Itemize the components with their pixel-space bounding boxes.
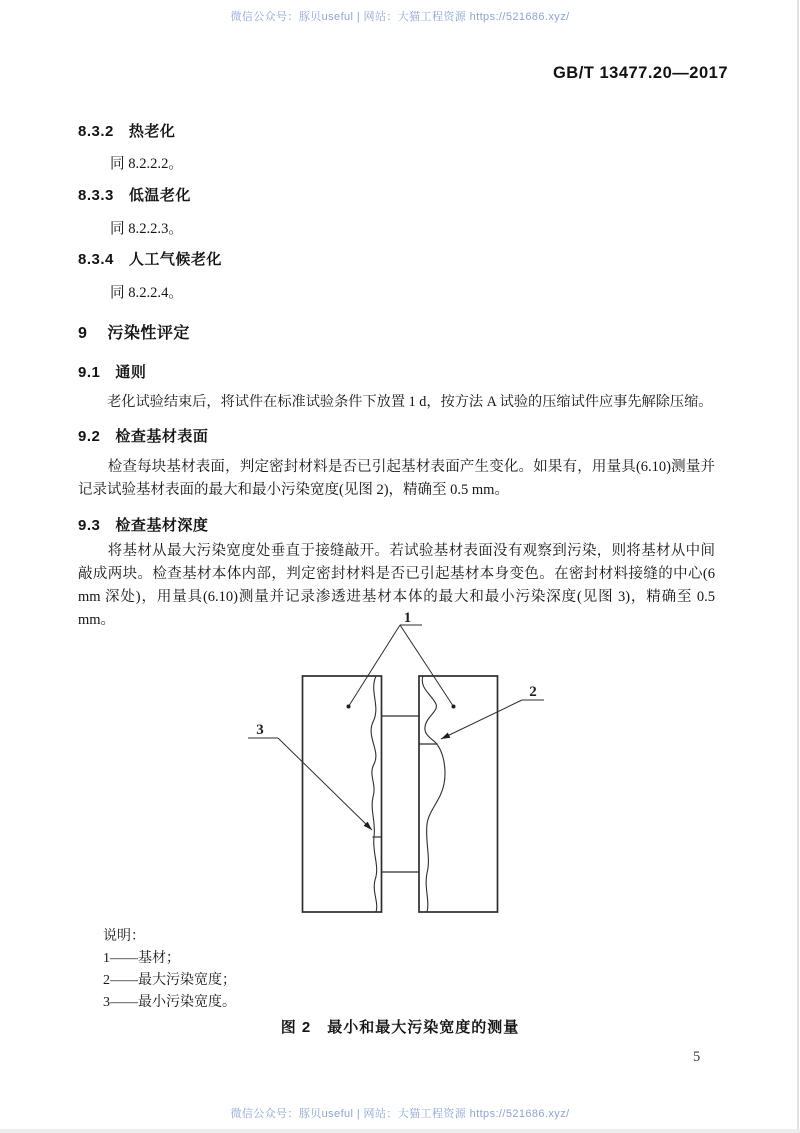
section-title: 检查基材深度 — [115, 517, 209, 534]
section-number: 8.3.2 — [78, 123, 114, 140]
callout-1-dot-right — [452, 705, 456, 709]
figure-2 — [230, 610, 570, 920]
section-number: 9.3 — [78, 517, 101, 534]
legend-item-2: 2——最大污染宽度； — [103, 973, 236, 988]
section-heading-8-3-2 — [78, 120, 175, 141]
section-heading-8-3-4 — [78, 248, 222, 269]
section-title: 通则 — [115, 364, 147, 381]
scan-edge-bottom — [0, 1129, 800, 1133]
callout-1-leader-right — [400, 625, 454, 707]
figure-2-diagram — [230, 610, 570, 920]
section-body-8-3-3: 同 8.2.2.3。 — [110, 221, 183, 237]
paragraph-9-1: 老化试验结束后，将试件在标准试验条件下放置 1 d，按方法 A 试验的压缩试件应事先解除压缩。 — [107, 394, 713, 410]
section-title: 低温老化 — [128, 187, 191, 204]
callout-3-label: 3 — [256, 722, 264, 738]
stain-line-left — [371, 676, 377, 912]
callout-1-label: 1 — [403, 610, 412, 626]
section-title: 检查基材表面 — [115, 428, 209, 445]
section-number: 8.3.4 — [78, 251, 114, 268]
substrate-right-block — [419, 676, 498, 912]
chapter-heading-9 — [78, 320, 190, 343]
section-title: 人工气候老化 — [128, 251, 222, 268]
substrate-left-block — [303, 676, 382, 912]
page-number: 5 — [693, 1049, 701, 1065]
legend-title: 说明： — [103, 929, 145, 944]
paragraph-9-2: 检查每块基材表面，判定密封材料是否已引起基材表面产生变化。如果有，用量具(6.10)测量并记录试验基材表面的最大和最小污染宽度(见图 2)，精确至 0.5 mm。 — [78, 459, 715, 498]
standard-number: GB/T 13477.20—2017 — [552, 64, 728, 82]
figure-caption: 图 2 最小和最大污染宽度的测量 — [280, 1019, 520, 1036]
chapter-title: 污染性评定 — [107, 325, 190, 342]
callout-3-arrow — [278, 738, 372, 830]
stain-line-right — [422, 676, 445, 912]
callout-2-label: 2 — [529, 684, 537, 700]
callout-1-dot-left — [347, 705, 351, 709]
scan-edge-right — [797, 0, 799, 1133]
section-heading-8-3-3 — [78, 184, 191, 205]
legend-item-1: 1——基材； — [103, 951, 180, 966]
section-heading-9-3 — [78, 514, 208, 535]
section-number: 9.1 — [78, 364, 101, 381]
section-number: 8.3.3 — [78, 187, 114, 204]
section-body-8-3-2: 同 8.2.2.2。 — [110, 156, 183, 172]
paragraph-9-3: 将基材从最大污染宽度处垂直于接缝敲开。若试验基材表面没有观察到污染，则将基材从中间敲成两块。检查基材本体内部，判定密封材料是否已引起基材本身变色。在密封材料接缝的中心(6 mm 深处)，用量具(6.10)测量并记录渗透进基材本体的最大和最小污染深度(见图 3)，精确至 0.5 mm。 — [78, 543, 715, 628]
section-heading-9-1 — [78, 361, 146, 382]
watermark-bottom: 微信公众号：豚贝useful | 网站：大猫工程资源 https://521686.xyz/ — [230, 1108, 570, 1120]
watermark-top: 微信公众号：豚贝useful | 网站：大猫工程资源 https://521686.xyz/ — [230, 11, 570, 23]
section-body-8-3-4: 同 8.2.2.4。 — [110, 285, 183, 301]
section-heading-9-2 — [78, 425, 208, 446]
figure-legend — [103, 926, 236, 1014]
section-number: 9.2 — [78, 428, 101, 445]
chapter-number: 9 — [78, 325, 88, 342]
section-title: 热老化 — [128, 123, 176, 140]
legend-item-3: 3——最小污染宽度。 — [103, 995, 236, 1010]
